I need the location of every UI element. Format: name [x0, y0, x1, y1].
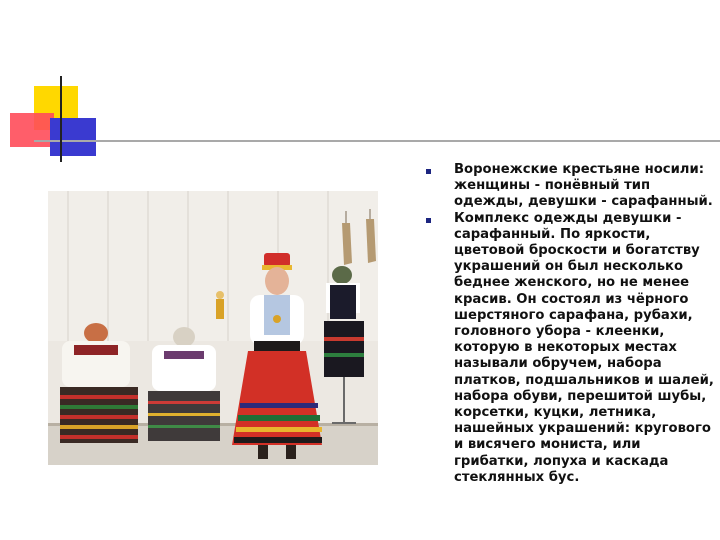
decor-horizontal-line — [34, 140, 720, 142]
bullet-text: Комплекс одежды девушки - сарафанный. По яркости, цветовой броскости и богатству украшений он был несколько беднее женского, но не менее красив. Он состоял из чёрного шерстяного сарафана, рубахи, головного убора - клеенки, которую в некоторых местах называли обручем, набора платков, подшальников и шалей, набора обуви, перешитой шубы, корсетки, куцки, летника, нашейных украшений: кругового и висячего мониста, или грибатки, лопуха и каскада стеклянных бус. — [454, 210, 714, 485]
bullet-list — [424, 162, 714, 486]
bullet-text: Воронежские крестьяне носили: женщины - понёвный тип одежды, девушки - сарафанный. — [454, 162, 713, 210]
square-bullet-icon — [426, 218, 431, 223]
bullet-item — [424, 162, 714, 211]
decor-vertical-line — [60, 76, 62, 162]
folk-costume-photo — [48, 191, 378, 465]
bullet-item — [424, 211, 714, 486]
decor-blue-square — [50, 118, 96, 156]
square-bullet-icon — [426, 169, 431, 174]
